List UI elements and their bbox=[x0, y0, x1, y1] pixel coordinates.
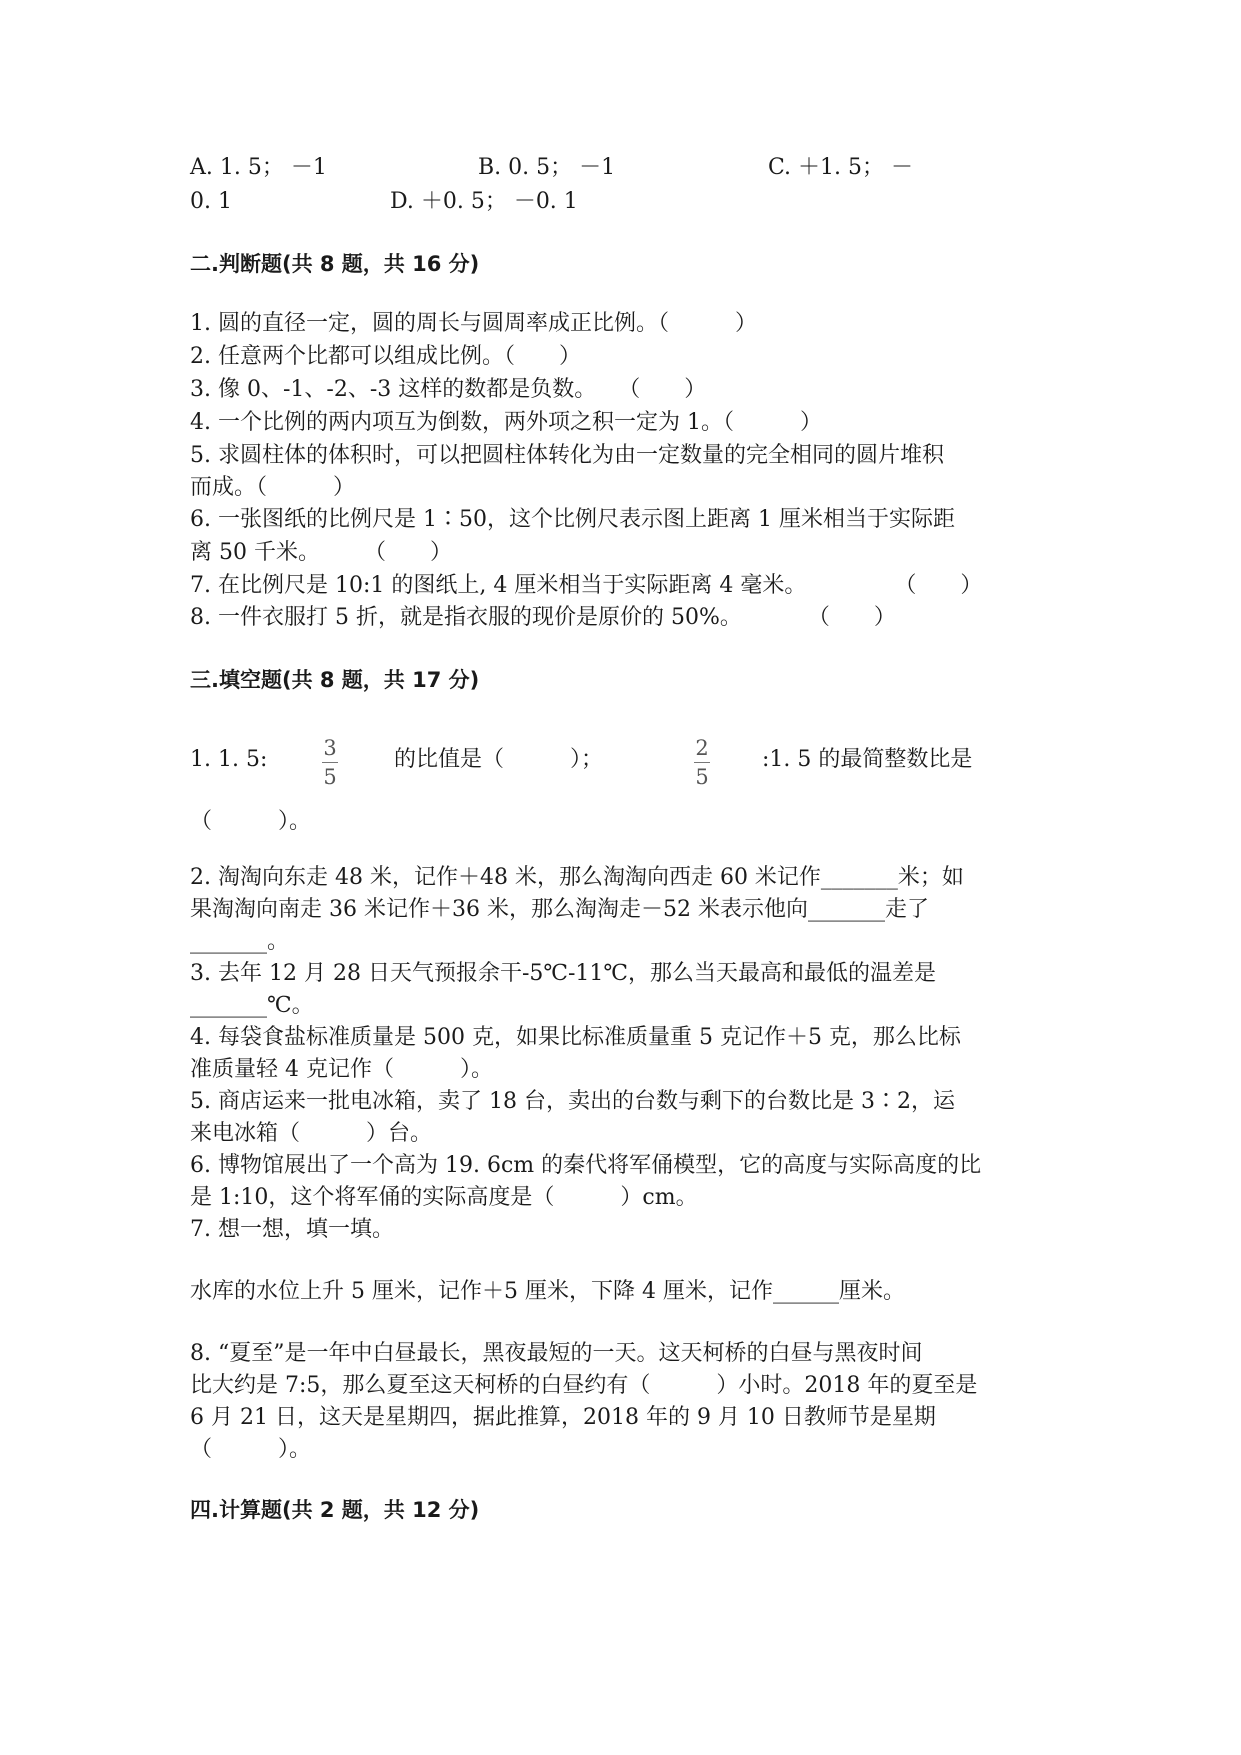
judge-q2: 2. 任意两个比都可以组成比例。（ ） bbox=[190, 344, 581, 369]
fill-q3: 3. 去年 12 月 28 日天气预报余干-5℃-11℃，那么当天最高和最低的温差是 bbox=[190, 961, 937, 986]
judge-q1: 1. 圆的直径一定，圆的周长与圆周率成正比例。（ ） bbox=[190, 311, 757, 336]
judge-q6: 6. 一张图纸的比例尺是 1∶50，这个比例尺表示图上距离 1 厘米相当于实际距 bbox=[190, 507, 955, 532]
choice-c-continued: 0. 1 bbox=[190, 189, 232, 214]
choice-a: A. 1. 5； －1 bbox=[190, 155, 327, 180]
fraction-3-5 bbox=[322, 736, 338, 789]
fill-q5: 5. 商店运来一批电冰箱，卖了 18 台，卖出的台数与剩下的台数比是 3∶2，运 bbox=[190, 1089, 955, 1114]
fraction-numerator: 2 bbox=[695, 736, 709, 760]
fill-q2-cont2: _______。 bbox=[190, 929, 290, 954]
fill-q1-cont: （ ）。 bbox=[190, 809, 312, 834]
fill-q8: 8. “夏至”是一年中白昼最长，黑夜最短的一天。这天柯桥的白昼与黑夜时间 bbox=[190, 1341, 923, 1366]
fraction-bar bbox=[322, 762, 338, 763]
judge-q4: 4. 一个比例的两内项互为倒数，两外项之积一定为 1。（ ） bbox=[190, 410, 822, 435]
judge-q7: 7. 在比例尺是 10:1 的图纸上, 4 厘米相当于实际距离 4 毫米。 （ ） bbox=[190, 573, 983, 598]
fill-q8-cont: 比大约是 7:5，那么夏至这天柯桥的白昼约有（ ）小时。2018 年的夏至是 bbox=[190, 1373, 978, 1398]
fill-q1-suffix: :1. 5 的最简整数比是 bbox=[762, 747, 973, 772]
judge-q3: 3. 像 0、-1、-2、-3 这样的数都是负数。 （ ） bbox=[190, 377, 707, 402]
fill-q8-cont3: （ ）。 bbox=[190, 1437, 312, 1462]
choice-b: B. 0. 5； －1 bbox=[478, 155, 616, 180]
judge-q8: 8. 一件衣服打 5 折，就是指衣服的现价是原价的 50%。 （ ） bbox=[190, 605, 896, 630]
judge-q5-cont: 而成。（ ） bbox=[190, 475, 356, 500]
fill-q1-prefix: 1. 1. 5: bbox=[190, 747, 268, 772]
section-3-title: 三.填空题(共 8 题，共 17 分) bbox=[190, 668, 480, 692]
fraction-2-5 bbox=[694, 736, 710, 789]
fraction-denominator: 5 bbox=[695, 765, 709, 789]
fraction-bar bbox=[694, 762, 710, 763]
fill-q2-cont: 果淘淘向南走 36 米记作＋36 米，那么淘淘走－52 米表示他向_______走了 bbox=[190, 897, 929, 922]
judge-q6-cont: 离 50 千米。 （ ） bbox=[190, 540, 452, 565]
section-2-title: 二.判断题(共 8 题，共 16 分) bbox=[190, 252, 480, 276]
fill-q4-cont: 准质量轻 4 克记作（ ）。 bbox=[190, 1057, 493, 1082]
fill-q6-cont: 是 1:10，这个将军俑的实际高度是（ ）cm。 bbox=[190, 1185, 698, 1210]
fill-q1-mid: 的比值是（ ）； bbox=[394, 747, 604, 772]
fill-q5-cont: 来电冰箱（ ）台。 bbox=[190, 1121, 433, 1146]
section-4-title: 四.计算题(共 2 题，共 12 分) bbox=[190, 1498, 480, 1522]
fill-q2: 2. 淘淘向东走 48 米，记作＋48 米，那么淘淘向西走 60 米记作_______米；如 bbox=[190, 865, 964, 890]
fraction-denominator: 5 bbox=[323, 765, 337, 789]
fill-q6: 6. 博物馆展出了一个高为 19. 6cm 的秦代将军俑模型，它的高度与实际高度的比 bbox=[190, 1153, 982, 1178]
fill-q4: 4. 每袋食盐标准质量是 500 克，如果比标准质量重 5 克记作＋5 克，那么比标 bbox=[190, 1025, 961, 1050]
choice-d: D. ＋0. 5； －0. 1 bbox=[390, 189, 578, 214]
judge-q5: 5. 求圆柱体的体积时，可以把圆柱体转化为由一定数量的完全相同的圆片堆积 bbox=[190, 443, 944, 468]
choice-c: C. ＋1. 5； － bbox=[768, 155, 914, 180]
fill-q7: 7. 想一想，填一填。 bbox=[190, 1217, 394, 1242]
fill-q8-cont2: 6 月 21 日，这天是星期四，据此推算，2018 年的 9 月 10 日教师节是星期 bbox=[190, 1405, 936, 1430]
fill-q7-body: 水库的水位上升 5 厘米，记作＋5 厘米，下降 4 厘米，记作______厘米。 bbox=[190, 1279, 905, 1304]
fill-q3-cont: _______℃。 bbox=[190, 993, 314, 1018]
fraction-numerator: 3 bbox=[323, 736, 337, 760]
